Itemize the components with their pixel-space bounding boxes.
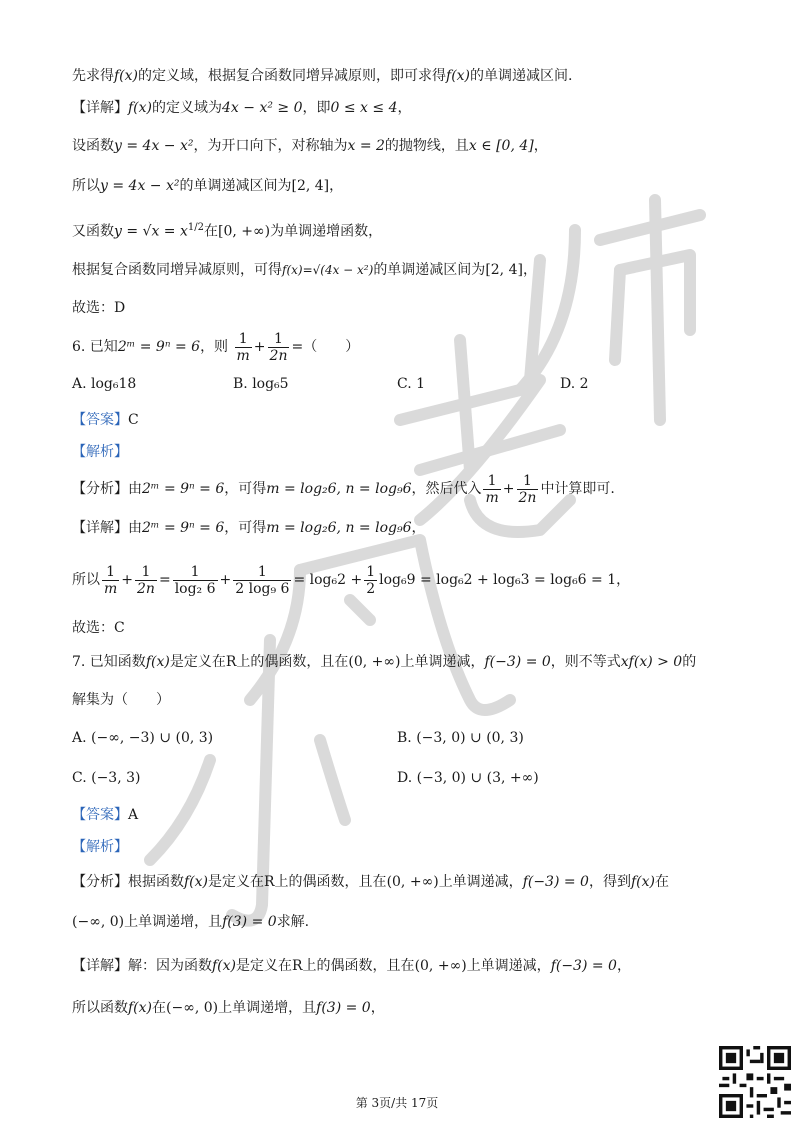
intro-choose: 故选：D [72,300,126,316]
q6-calculation: 所以 $\frac{1}{m}$ + $\frac{1}{2n}$ = $\frac{1}{\text{log₂ 6}}$ + $\frac{1}{\text{2 log₉ 6}}$ = log₆2 + $\frac{1}{2}$ log₆9 = log₆2 + log₆3 = log₆6 = 1， [72,563,631,597]
text: 上单调递减， [438,874,523,890]
math-equation: 2ᵐ = 9ⁿ = 6 [117,339,201,355]
text: 上单调递减， [400,654,485,670]
q7-option-a: A. (−∞, −3) ∪ (0, 3) [72,730,214,746]
text: 是定义在R上的偶函数，且在 [208,874,387,890]
intro-line-1 [72,66,572,86]
intro-line-2 [72,98,411,118]
text: 所以 [72,178,100,194]
math-interval: (−∞, 0) [166,1000,219,1016]
text: 在 [203,223,218,240]
text: ，即 [302,100,331,116]
math-axis: x = 2 [347,138,385,154]
detail-tag: 【详解】 [72,520,128,536]
math-interval: (0, +∞) [386,874,439,890]
text: ，为开口向下，对称轴为 [193,138,348,154]
math-result: m = log₂6, n = log₉6 [266,520,412,536]
fenxi-tag: 【分析】 [72,481,128,497]
text: 是定义在R上的偶函数，且在 [236,958,415,974]
q7-option-c: C. (−3, 3) [72,770,141,786]
math-interval: (−∞, 0) [72,914,125,930]
text: ， [397,100,412,116]
fenxi-tag: 【分析】 [72,874,128,890]
answer-tag: 【答案】 [72,807,128,823]
math-fx: f(x) [630,874,655,890]
text: 的定义域，根据复合函数同增异减原则，即可求得 [138,68,447,84]
q7-answer [72,805,138,825]
fraction-1-over-2n: $\frac{1}{2n}$ [137,563,155,597]
text: ， [370,1000,385,1016]
text: ，得到 [588,874,631,890]
text: 设函数 [72,138,114,154]
text: 中计算即可. [540,481,615,497]
math-equation: 2ᵐ = 9ⁿ = 6 [142,481,225,497]
q6-analysis-tag: 【解析】 [72,444,128,460]
math-exponent: 1/2 [187,222,204,233]
text: 的抛物线，且 [384,138,469,154]
math-domain: x ∈ [0, 4] [468,138,534,154]
text: 又函数 [72,223,114,240]
math-fx: f(x) [114,68,139,84]
text: ，可得 [224,520,267,536]
text: ， [329,178,344,194]
text: 由 [128,481,142,497]
answer-value: C [128,412,139,428]
q6-fenxi: 【分析】由2ᵐ = 9ⁿ = 6，可得m = log₂6, n = log₉6，然后代入 $\frac{1}{m}$ + $\frac{1}{2n}$ 中计算即可. [72,472,615,506]
text: ，可得 [224,481,267,497]
math-range: 0 ≤ x ≤ 4 [330,100,398,116]
math-value: f(3) = 0 [222,914,277,930]
text: 在 [152,1000,167,1016]
math-inequality: xf(x) > 0 [620,654,683,670]
text: ， [616,958,631,974]
q6-detail [72,518,425,538]
math-result: m = log₂6, n = log₉6 [266,481,412,497]
q7-fenxi [72,872,669,892]
text: ， [533,138,548,154]
text: 6. 已知 [72,339,118,355]
text: 的定义域为 [152,100,223,116]
math-interval: (0, +∞) [414,958,467,974]
math-inequality: 4x − x² ≥ 0 [222,100,303,116]
text: ， [616,572,631,588]
text: ，然后代入 [411,481,482,497]
q6-answer [72,410,139,430]
text: 7. 已知函数 [72,654,146,670]
intro-line-4 [72,176,343,196]
text: 的单调递减区间. [470,68,573,84]
fraction-1-over-log2-6: $\frac{1}{\text{log₂ 6}}$ [174,563,216,597]
math-interval: [2, 4] [291,178,330,194]
math-value: f(−3) = 0 [550,958,617,974]
detail-tag: 【详解】 [72,100,128,116]
text: 在 [654,874,669,890]
text: 上单调递增，且 [218,1000,317,1016]
math-function: y = 4x − x² [100,178,180,194]
q7-stem [72,652,696,672]
q6-stem: 6. 已知2ᵐ = 9ⁿ = 6，则 $\frac{1}{m}$ + $\frac{1}{2n}$ =（ ） [72,330,360,364]
text: ， [522,262,537,278]
math-value: f(3) = 0 [316,1000,371,1016]
text: 解：因为函数 [128,958,212,974]
q6-option-b: B. log₆5 [233,376,289,392]
page-footer: 第 3页/共 17页 [355,1096,439,1110]
math-expression: log₆9 = log₆2 + log₆3 = log₆6 = 1 [379,572,617,588]
text: 是定义在R上的偶函数，且在 [169,654,349,670]
q7-stem-line-2: 解集为（ ） [72,692,170,708]
math-fx: f(x) [145,654,170,670]
text: 先求得 [72,68,114,84]
text: 根据函数 [128,874,184,890]
answer-value: A [128,807,139,823]
text: ， [411,520,426,536]
q6-choose: 故选：C [72,620,125,636]
text: 根据复合函数同增异减原则，可得 [72,262,282,278]
math-equation: 2ᵐ = 9ⁿ = 6 [142,520,225,536]
fraction-1-over-m: $\frac{1}{m}$ [104,563,118,597]
text: =（ ） [291,339,360,355]
q7-option-b: B. (−3, 0) ∪ (0, 3) [397,730,524,746]
math-fx: f(x) [446,68,471,84]
fraction-half: $\frac{1}{2}$ [366,563,376,597]
fraction-1-over-2log9-6: $\frac{1}{\text{2 log₉ 6}}$ [235,563,290,597]
q7-detail-line-2 [72,998,385,1018]
q7-option-d: D. (−3, 0) ∪ (3, +∞) [397,770,539,786]
fraction-1-over-m: $\frac{1}{m}$ [236,330,250,364]
text: 上单调递增，且 [124,914,223,930]
math-fx: f(x) [212,958,237,974]
text: 由 [128,520,142,536]
q6-option-c: C. 1 [397,376,426,392]
fraction-1-over-2n: $\frac{1}{2n}$ [269,330,288,364]
text: ，则 [200,339,229,355]
math-fx: f(x) [184,874,209,890]
intro-line-5 [72,218,382,242]
text: 的 [682,654,697,670]
text: 所以 [72,572,100,588]
text: 求解. [276,914,310,930]
math-sqrt-power: y = √x = x [114,223,188,240]
math-function: y = 4x − x² [114,138,194,154]
math-value: f(−3) = 0 [484,654,551,670]
q6-option-a: A. log₆18 [72,376,137,392]
math-fx: f(x) [128,1000,153,1016]
math-interval: (0, +∞) [348,654,401,670]
q7-analysis-tag: 【解析】 [72,839,128,855]
fraction-1-over-2n: $\frac{1}{2n}$ [518,472,537,506]
q6-option-d: D. 2 [560,376,589,392]
math-interval: [0, +∞) [217,223,271,240]
text: 的单调递减区间为 [373,262,486,278]
q7-fenxi-line-2 [72,912,309,932]
text: ，则不等式 [550,654,621,670]
q7-detail [72,956,631,976]
math-fx: f(x) [128,100,153,116]
math-function: f(x)=√(4x − x²) [282,263,374,277]
text: 上单调递减， [466,958,551,974]
math-value: f(−3) = 0 [522,874,589,890]
intro-line-6 [72,260,537,280]
text: 为单调递增函数， [270,223,383,240]
math-expression: = log₆2 + [293,572,363,588]
text: 的单调递减区间为 [179,178,292,194]
detail-tag: 【详解】 [72,958,128,974]
intro-line-3 [72,136,548,156]
math-interval: [2, 4] [485,262,523,278]
text: 所以函数 [72,1000,128,1016]
fraction-1-over-m: $\frac{1}{m}$ [485,472,499,506]
answer-tag: 【答案】 [72,412,128,428]
